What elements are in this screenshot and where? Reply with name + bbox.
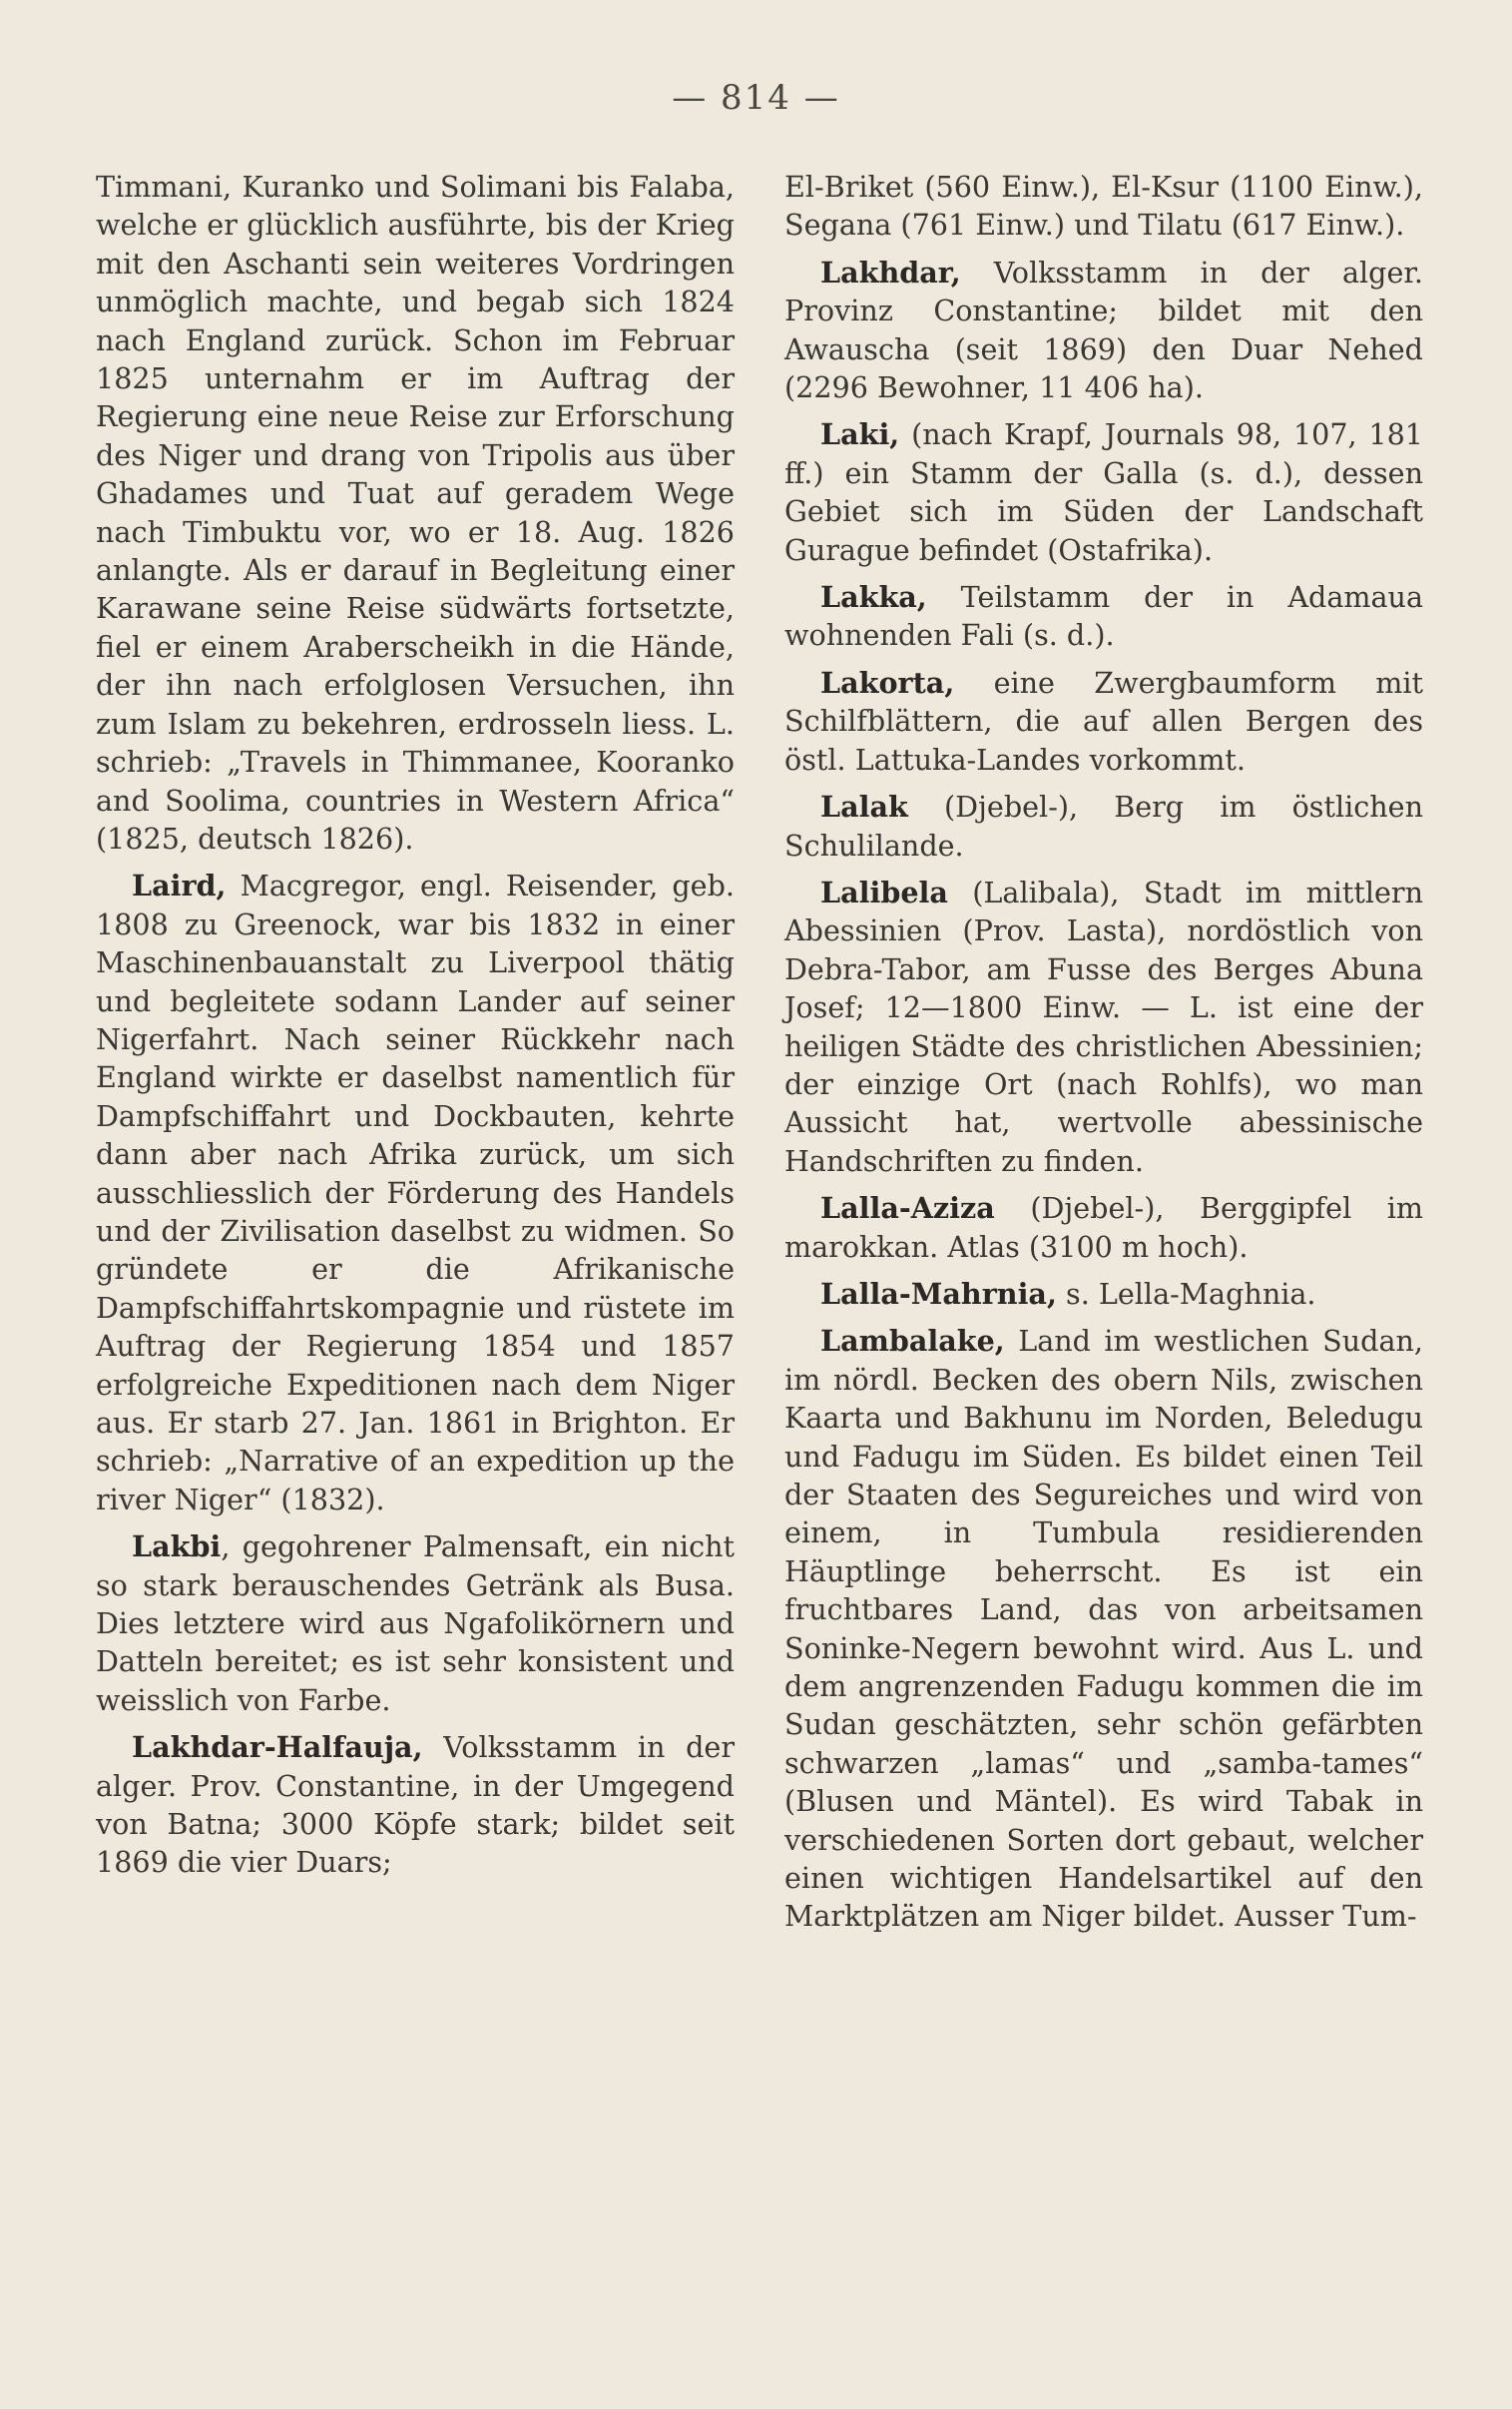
article-text-continued — [96, 168, 735, 858]
headword: Laird, — [132, 869, 227, 903]
article-body: Land im westlichen Sudan, im nördl. Becken des obern Nils, zwischen Kaarta und Bakhunu im Norden, Beledugu und Fadugu im Süden. Es bildet einen Teil der Staaten des Segureiches und wird von einem, in Tumbula residierenden Häuptlinge beherrscht. Es ist ein fruchtbares Land, das von arbeitsamen Soninke-Negern bewohnt wird. Aus L. und dem angrenzenden Fadugu kommen die im Sudan geschätzten, sehr schön gefärbten schwarzen „lamas“ und „samba-tames“ (Blusen und Mäntel). Es wird Tabak in verschiedenen Sorten dort gebaut, welcher einen wichtigen Handelsartikel auf den Marktplätzen am Niger bildet. Ausser Tum- — [784, 1324, 1423, 1934]
article-lalibela — [784, 874, 1423, 1180]
article-lakorta — [784, 664, 1423, 779]
headword: Lakhdar, — [820, 255, 961, 290]
article-body: Volksstamm in der alger. Prov. Constantine, in der Umgegend von Batna; 3000 Köpfe stark; bildet seit 1869 die vier Duars; — [96, 1730, 735, 1880]
article-body: s. Lella-Maghnia. — [1066, 1276, 1316, 1311]
article-lakbi — [96, 1527, 735, 1719]
article-body: eine Zwergbaumform mit Schilfblättern, die auf allen Bergen des östl. Lattuka-Landes vorkommt. — [784, 665, 1424, 777]
article-lalla-mahrnia — [784, 1275, 1423, 1313]
headword: Lakorta, — [820, 665, 955, 700]
article-body: Teilstamm der in Adamaua wohnenden Fali (s. d.). — [784, 580, 1423, 653]
headword: Lakhdar-Halfauja, — [132, 1730, 423, 1765]
headword: Lakka, — [820, 580, 927, 615]
article-body: Timmani, Kuranko und Solimani bis Falaba, welche er glücklich ausführte, bis der Krieg mit den Aschanti sein weiteres Vordringen unmöglich machte, und begab sich 1824 nach England zurück. Schon im Februar 1825 unternahm er im Auftrag der Regierung eine neue Reise zur Erforschung des Niger und drang von Tripolis aus über Ghadames und Tuat auf geradem Wege nach Timbuktu vor, wo er 18. Aug. 1826 anlangte. Als er darauf in Begleitung einer Karawane seine Reise südwärts fortsetzte, fiel er einem Araberscheikh in die Hände, der ihn nach erfolglosen Versuchen, ihn zum Islam zu bekehren, erdrosseln liess. L. schrieb: „Travels in Thimmanee, Kooranko and Soolima, countries in Western Africa“ (1825, deutsch 1826). — [96, 170, 735, 856]
article-text-continued — [784, 168, 1423, 245]
article-lakhdar — [784, 254, 1423, 407]
article-body: (nach Krapf, Journals 98, 107, 181 ff.) ein Stamm der Galla (s. d.), dessen Gebiet sich im Süden der Landschaft Gurague befindet (Ostafrika). — [784, 417, 1424, 567]
article-laird — [96, 867, 735, 1518]
article-body: (Djebel-), Berggipfel im marokkan. Atlas (3100 m hoch). — [784, 1191, 1423, 1264]
article-lakhdar-halfauja — [96, 1728, 735, 1882]
page-number: — 814 — — [672, 78, 840, 118]
right-column — [784, 168, 1423, 1945]
article-body: Macgregor, engl. Reisender, geb. 1808 zu Greenock, war bis 1832 in einer Maschinenbauanstalt zu Liverpool thätig und begleitete sodann Lander auf seiner Nigerfahrt. Nach seiner Rückkehr nach England wirkte er daselbst namentlich für Dampfschiffahrt und Dockbauten, kehrte dann aber nach Afrika zurück, um sich ausschliesslich der Förderung des Handels und der Zivilisation daselbst zu widmen. So gründete er die Afrikanische Dampfschiffahrtskompagnie und rüstete im Auftrag der Regierung 1854 und 1857 erfolgreiche Expeditionen nach dem Niger aus. Er starb 27. Jan. 1861 in Brighton. Er schrieb: „Narrative of an expedition up the river Niger“ (1832). — [96, 869, 735, 1516]
headword: Lakbi — [132, 1529, 222, 1564]
article-body: , gegohrener Palmensaft, ein nicht so stark berauschendes Getränk als Busa. Dies letztere wird aus Ngafolikörnern und Datteln bereitet; es ist sehr konsistent und weisslich von Farbe. — [96, 1529, 735, 1717]
headword: Laki, — [820, 417, 900, 452]
article-body: (Djebel-), Berg im östlichen Schulilande. — [784, 790, 1424, 863]
article-body: Volksstamm in der alger. Provinz Constantine; bildet mit den Awauscha (seit 1869) den Duar Nehed (2296 Bewohner, 11 406 ha). — [784, 255, 1423, 405]
headword: Lalak — [820, 790, 908, 825]
headword: Lalibela — [820, 875, 948, 909]
article-lambalake — [784, 1322, 1423, 1936]
article-lalla-aziza — [784, 1189, 1423, 1266]
article-body: El-Briket (560 Einw.), El-Ksur (1100 Einw.), Segana (761 Einw.) und Tilatu (617 Einw.). — [784, 170, 1423, 243]
article-laki — [784, 415, 1423, 569]
article-body: (Lalibala), Stadt im mittlern Abessinien (Prov. Lasta), nordöstlich von Debra-Tabor, am Fusse des Berges Abuna Josef; 12—1800 Einw. — L. ist eine der heiligen Städte des christlichen Abessinien; der einzige Ort (nach Rohlfs), wo man Aussicht hat, wertvolle abessinische Handschriften zu finden. — [784, 875, 1424, 1178]
left-column — [96, 168, 735, 1891]
article-lalak — [784, 788, 1423, 865]
headword: Lalla-Aziza — [820, 1191, 995, 1226]
article-lakka — [784, 578, 1423, 655]
headword: Lalla-Mahrnia, — [820, 1276, 1057, 1311]
headword: Lambalake, — [820, 1324, 1005, 1359]
